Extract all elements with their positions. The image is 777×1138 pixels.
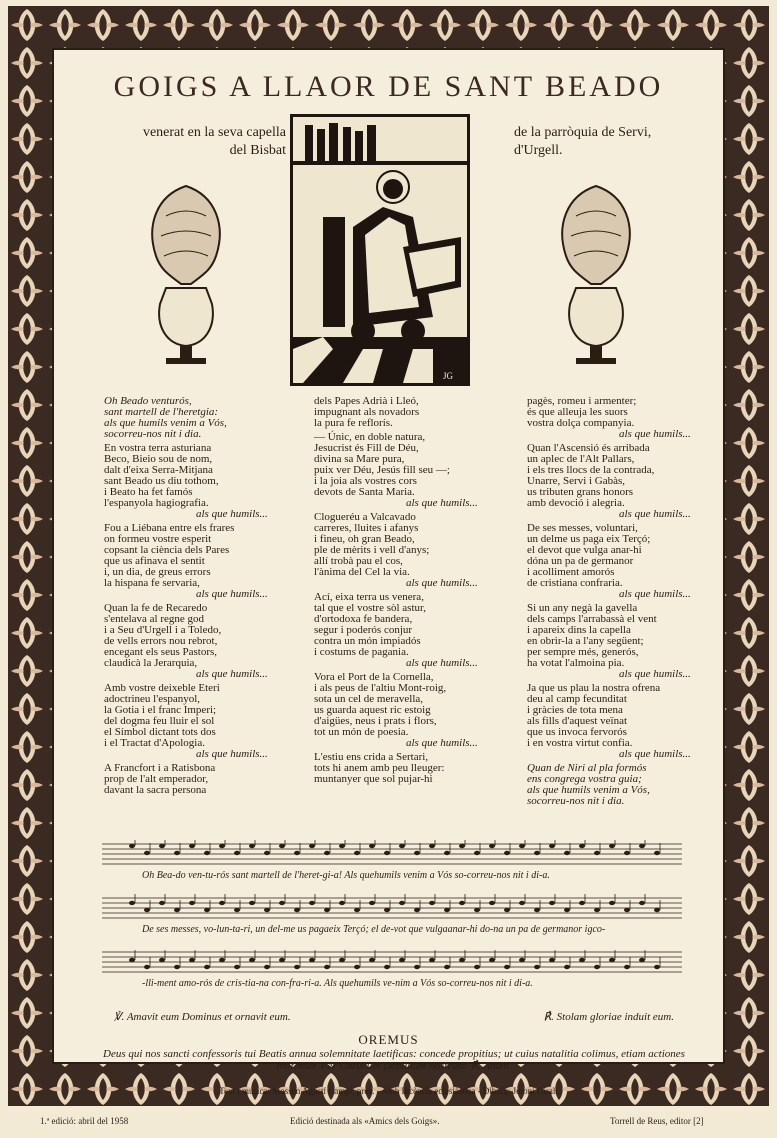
music-note [384,965,390,969]
credits-line: Text i música: Mossèn Agustí Campi, prev. - Amb llicència eclesiàstica - Dibuix: Jeroni Giralt [219,1086,558,1096]
verse-line: encegant els seus Pastors, [104,646,218,658]
versicle-row [114,1010,674,1023]
refrain: als que humils... [196,668,268,680]
verse-line: del dogma feu lluir el sol [104,715,215,727]
music-note [414,908,420,912]
verse-line: dóna un pa de germanor [527,555,634,567]
stanza [314,432,514,509]
verse-line: A Francfort i a Ratisbona [104,762,216,774]
verse-column-2 [314,396,514,788]
verse-line: d'ortodoxa fe bandera, [314,613,413,625]
verse-line: i costums de pagania. [314,646,409,658]
music-note [369,958,375,962]
music-note [324,851,330,855]
music-note [489,958,495,962]
woodcut-signature: JG [443,371,454,381]
oremus-prayer: Deus qui nos sancti confessoris tui Beatis annua solemnitate laetificas: concede propitius; ut cuius natalitia colimus, etiam actiones imitemur. Per Christum Dominum nostrum. ℟. Amen. [103,1048,685,1072]
verse-line: i Beato ha fet famós [104,486,193,498]
refrain: als que humils... [196,748,268,760]
verse-line: i en vostra virtut confia. [527,737,633,749]
verse-line: que us afinava el sentit [104,555,205,567]
music-note [219,844,225,848]
music-note [444,851,450,855]
music-note [594,851,600,855]
refrain: als que humils... [619,428,691,440]
refrain: als que humils... [619,588,691,600]
music-note [234,908,240,912]
music-note [474,908,480,912]
verse-line: Si un any negà la gavella [527,602,638,614]
footer-publisher: Torrell de Reus, editor [2] [610,1116,704,1126]
stanza [527,443,727,520]
verse-line: i apareix dins la capella [527,624,631,636]
verse-line: davant la sacra persona [104,784,207,796]
verse-line: i la joia als vostres cors [314,475,417,487]
verse-line: el devot que vulga anar-hi [527,544,642,556]
verse-line: Clogueréu a Valcavado [314,511,416,523]
subtitle-right-line1: de la parròquia de Servi, [514,125,652,140]
music-note [609,901,615,905]
staff-lyrics: -lli-ment amo-rós de cris-tia-na con-fra-ri-a. Als quehumils ve-nim a Vós so-correu-nos nit i di-a. [142,978,533,989]
verse-line: socorreu-nos nit i dia. [104,428,202,440]
music-note [654,965,660,969]
verse-line: amb devoció i alegria. [527,497,625,509]
verse-line: Fou a Liébana entre els frares [104,522,235,534]
stanza [314,396,514,429]
music-note [369,901,375,905]
verse-line: que us invoca fervorós [527,726,627,738]
verse-line: on formeu vostre esperit [104,533,212,545]
stanza [104,396,304,440]
music-note [369,844,375,848]
verse-line: l'espanyola hagiografia. [104,497,209,509]
music-note [399,901,405,905]
verse-line: Amb vostre deixeble Eteri [104,682,220,694]
music-note [534,908,540,912]
music-note [324,908,330,912]
verse-line: Jesucrist és Fill de Déu, [314,442,419,454]
verse-line: i fineu, oh gran Beado, [314,533,415,545]
verse-line: Quan la fe de Recaredo [104,602,208,614]
verse-line: L'estiu ens crida a Sertari, [314,751,429,763]
footer-edition: 1.ª edició: abril del 1958 [40,1116,129,1126]
verse-line: la pura fe reflorís. [314,417,393,429]
music-note [129,901,135,905]
verse-line: ple de mèrits i vell d'anys; [314,544,430,556]
music-note [384,908,390,912]
music-note [654,851,660,855]
verse-column-3 [527,396,727,810]
music-note [339,901,345,905]
music-note [444,908,450,912]
goigs-sheet [52,48,725,1096]
music-note [249,958,255,962]
music-note [279,844,285,848]
versicle: ℣. Amavit eum Dominus et ornavit eum. [114,1011,291,1023]
verse-line: adoctrineu l'espanyol, [104,693,201,705]
music-note [309,844,315,848]
music-note [414,851,420,855]
music-note [519,958,525,962]
refrain: als que humils... [619,668,691,680]
music-note [624,965,630,969]
music-note [534,851,540,855]
music-note [354,908,360,912]
verse-line: De ses messes, voluntari, [527,522,638,534]
music-note [579,901,585,905]
stanza [314,672,514,749]
music-note [399,958,405,962]
music-note [384,851,390,855]
music-note [654,908,660,912]
music-note [309,958,315,962]
verse-line: muntanyer que sol pujar-hi [314,773,433,785]
verse-line: Ja que us plau la nostra ofrena [527,682,661,694]
music-note [489,901,495,905]
music-note [399,844,405,848]
music-note [144,851,150,855]
music-note [429,901,435,905]
staff-1 [102,840,682,894]
verse-line: la hispana fe servaria, [104,577,200,589]
stanza [527,523,727,600]
refrain: als que humils... [406,497,478,509]
music-note [339,844,345,848]
music-note [279,958,285,962]
saint-woodcut-image [290,114,470,386]
verse-line: i acolliment amorós [527,566,615,578]
music-note [279,901,285,905]
verse-line: als que humils venim a Vós, [527,784,650,796]
page-title: GOIGS A LLAOR DE SANT BEADO [113,70,664,103]
verse-line: devots de Santa Maria. [314,486,415,498]
music-note [489,844,495,848]
subtitle-left [126,124,286,160]
music-note [249,901,255,905]
verse-line: vostra dolça companyia. [527,417,635,429]
music-note [204,965,210,969]
staff-2 [102,894,682,948]
stanza [104,683,304,760]
music-note [129,844,135,848]
music-note [174,908,180,912]
verse-line: tots hi anem amb peu lleuger: [314,762,445,774]
music-note [159,901,165,905]
music-note [474,965,480,969]
refrain: als que humils... [196,508,268,520]
music-note [474,851,480,855]
verse-line: Quan de Niri al pla formós [527,762,647,774]
oremus-title: OREMUS [358,1032,419,1047]
refrain: als que humils... [406,577,478,589]
verse-line: de cristiana confraria. [527,577,623,589]
staff-3 [102,948,682,1002]
verse-line: ha votat l'almoina pia. [527,657,625,669]
verse-line: impugnant als novadors [314,406,420,418]
verse-line: tal que el vostre sòl astur, [314,602,426,614]
music-note [639,844,645,848]
verse-line: segur i poderós conjur [314,624,413,636]
verse-line: allí trobà pau el cos, [314,555,403,567]
verse-line: un delme us paga eix Terçó; [527,533,651,545]
verse-line: En vostra terra asturiana [104,442,212,454]
verse-line: i els tres llocs de la contrada, [527,464,655,476]
refrain: als que humils... [406,657,478,669]
music-note [249,844,255,848]
music-note [414,965,420,969]
verse-line: un aplec de l'Alt Pallars, [527,453,635,465]
music-note [519,901,525,905]
verse-line: socorreu-nos nit i dia. [527,795,625,807]
staff-lyrics: Oh Bea-do ven-tu-rós sant martell de l'heret-gi-a! Als quehumils venim a Vós so-correu-nos nit i di-a. [142,870,550,881]
verse-line: us tributen grans honors [527,486,634,498]
stanza [104,443,304,520]
music-note [549,958,555,962]
music-note [549,901,555,905]
verse-line: Quan l'Ascensió és arribada [527,442,650,454]
verse-line: en obrir-la a l'any següent; [527,635,644,647]
music-note [264,965,270,969]
music-note [639,958,645,962]
verse-line: Ací, eixa terra us venera, [314,591,424,603]
music-note [174,851,180,855]
music-note [219,958,225,962]
music-note [429,958,435,962]
music-note [594,908,600,912]
subtitle-right-line2: d'Urgell. [514,143,563,158]
verse-line: dels camps l'arrabassà el vent [527,613,657,625]
music-note [459,844,465,848]
verse-line: d'aigües, neus i prats i flors, [314,715,437,727]
music-note [459,901,465,905]
music-note [144,908,150,912]
verse-line: per sempre més, generós, [527,646,639,658]
stanza [527,603,727,680]
verse-line: la Gotia i el franc Imperi; [104,704,217,716]
music-note [234,965,240,969]
verse-line: Unarre, Servi i Gabàs, [527,475,626,487]
flower-vase-right [546,176,646,372]
verse-line: divina sa Mare pura, [314,453,405,465]
verse-line: l'ànima del Cel la via. [314,566,410,578]
verse-line: sant martell de l'heretgia: [104,406,219,418]
music-note [189,958,195,962]
stanza [527,683,727,760]
music-note [354,851,360,855]
music-note [519,844,525,848]
verse-line: carreres, lluites i afanys [314,522,419,534]
staff-lines [102,948,682,978]
music-note [564,851,570,855]
verse-line: deu al camp fecunditat [527,693,627,705]
music-note [144,965,150,969]
verse-line: Oh Beado venturós, [104,395,192,407]
verse-line: Beco, Bieio sou de nom, [104,453,213,465]
music-note [579,844,585,848]
refrain: als que humils... [619,748,691,760]
music-note [429,844,435,848]
music-note [564,965,570,969]
staff-lines [102,894,682,924]
verse-line: puix ver Déu, Jesús fill seu —; [314,464,450,476]
music-note [129,958,135,962]
subtitle-right [514,124,694,160]
staff-lines [102,840,682,870]
music-note [534,965,540,969]
verse-line: copsant la ciència dels Pares [104,544,230,556]
music-note [204,851,210,855]
music-note [624,851,630,855]
verse-line: i als peus de l'altiu Mont-roig, [314,682,447,694]
verse-line: claudicà la Jerarquia, [104,657,198,669]
music-note [294,965,300,969]
music-note [354,965,360,969]
music-note [579,958,585,962]
music-note [159,844,165,848]
stanza [527,763,727,807]
stanza [314,512,514,589]
subtitle-left-line2: del Bisbat [229,143,286,158]
refrain: als que humils... [406,737,478,749]
verse-line: i el Tractat d'Apologia. [104,737,205,749]
music-note [174,965,180,969]
verse-line: i a Seu d'Urgell i a Toledo, [104,624,222,636]
staff-lyrics: De ses messes, vo-lun-ta-ri, un del-me us pagaeix Terçó; el de-vot que vulgaanar-hi do-na un pa de germanor igco- [142,924,606,935]
verse-line: — Únic, en doble natura, [314,431,426,443]
music-note [264,851,270,855]
music-note [189,901,195,905]
music-note [324,965,330,969]
verse-line: el Símbol dictant tots dos [104,726,216,738]
footer-distribution: Edició destinada als «Amics dels Goigs». [290,1116,440,1126]
music-note [549,844,555,848]
music-note [294,851,300,855]
music-score [102,840,682,1005]
verse-line: i gràcies de tota mena [527,704,623,716]
music-note [459,958,465,962]
verse-line: dels Papes Adrià i Lleó, [314,395,419,407]
music-note [504,965,510,969]
verse-line: de vells errors nou rebrot, [104,635,218,647]
music-note [309,901,315,905]
verse-line: sota un cel de meravella, [314,693,424,705]
music-note [444,965,450,969]
music-note [204,908,210,912]
stanza [314,752,514,785]
verse-line: és que alleuja les suors [527,406,628,418]
music-note [594,965,600,969]
refrain: als que humils... [196,588,268,600]
music-note [624,908,630,912]
verse-line: ens congrega vostra guia; [527,773,642,785]
verse-line: contra un món impiadós [314,635,421,647]
verse-line: Vora el Port de la Cornella, [314,671,434,683]
verse-line: als que humils venim a Vós, [104,417,227,429]
stanza [104,523,304,600]
music-note [609,844,615,848]
verse-line: tot un món de poesia. [314,726,409,738]
stanza [104,763,304,796]
music-note [234,851,240,855]
subtitle-left-line1: venerat en la seva capella [142,125,286,140]
verse-line: dalt d'eixa Serra-Mitjana [104,464,213,476]
verse-line: us guarda aquest ric estoig [314,704,431,716]
verse-line: sant Beado us diu tothom, [104,475,219,487]
music-note [159,958,165,962]
music-note [219,901,225,905]
verse-line: prop de l'alt emperador, [104,773,209,785]
music-note [639,901,645,905]
verse-column-1 [104,396,304,799]
verse-line: s'entelava al regne god [104,613,205,625]
music-note [564,908,570,912]
music-note [504,908,510,912]
verse-line: als fills d'aquest veïnat [527,715,628,727]
music-note [294,908,300,912]
music-note [504,851,510,855]
music-note [264,908,270,912]
music-note [339,958,345,962]
refrain: als que humils... [619,508,691,520]
stanza [314,592,514,669]
music-note [609,958,615,962]
stanza [527,396,727,440]
verse-line: pagès, romeu i armenter; [527,395,637,407]
stanza [104,603,304,680]
verse-line: i, un dia, de greus errors [104,566,211,578]
music-note [189,844,195,848]
flower-vase-left [136,176,236,372]
response: ℟. Stolam gloriae induit eum. [543,1011,674,1023]
